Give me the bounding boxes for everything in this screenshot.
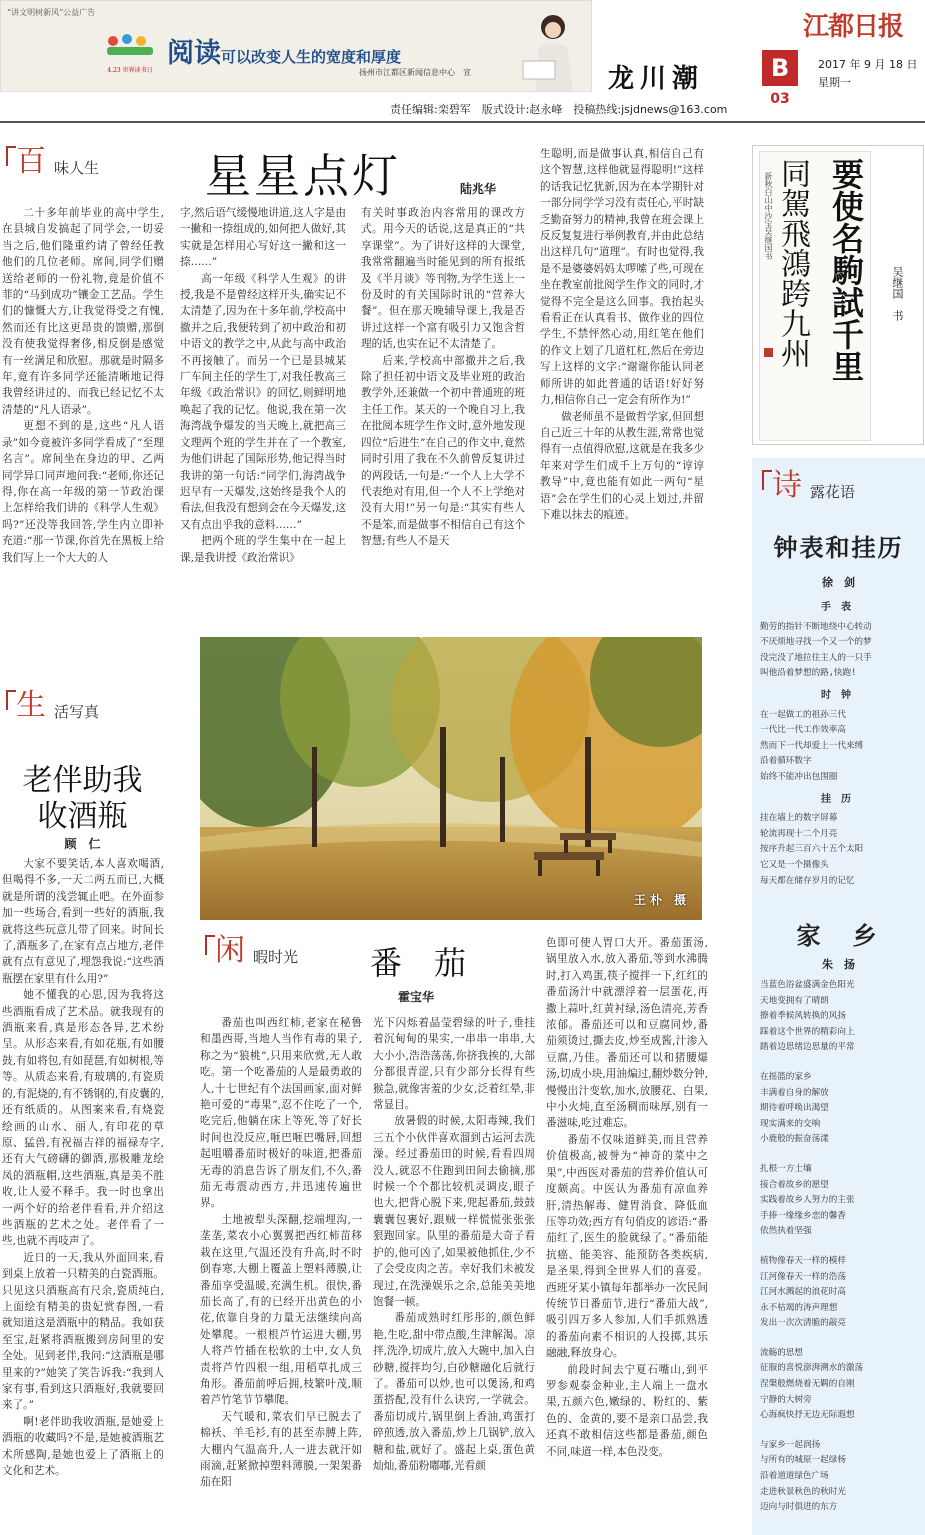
poem-line: 踩着这个世界的精彩向上 (760, 1026, 855, 1037)
paragraph: 近日的一天,我从外面回来,看到桌上放着一只精美的白瓷酒瓶。只见这只酒瓶高有尺余,瓷质纯白,上面绘有精美的贵妃赏春图,一看就知道这是酒瓶中的精品。我如获至宝,赶紧将酒瓶搬到房间里的安全处。见到老伴,我问:“这酒瓶是哪里来的?”她笑了笑告诉我:“我到人家有事,看到这只酒瓶好,我就要回来了。” (2, 1251, 164, 1412)
poem1-title: 钟表和挂历 (773, 533, 904, 562)
poem-line: 江河像春天一样的浩荡 (760, 1271, 846, 1282)
issue-weekday: 星期一 (818, 76, 851, 89)
banner-ad (0, 0, 592, 92)
paragraph: 大家不要笑话,本人喜欢喝酒,但喝得不多,一天二两五而已,大概就是所谓的浅尝辄止吧。在外面参加一些场合,看到一些好的酒瓶,我就将这些玩意儿带了回来。时间长了,酒瓶多了,在家有点占地方,老伴就有点有意见了,埋怨我说:“这些酒瓶摆在家里有什么用?” (2, 858, 164, 985)
tag-label: 露花语 (810, 483, 856, 501)
poem-line: 沿着道道绿色广场 (760, 1471, 829, 1482)
article3-col2 (373, 1015, 535, 1533)
poem2-title: 家 乡 (796, 921, 881, 950)
poem1-body (760, 594, 922, 889)
page-letter-badge (762, 50, 798, 116)
header-rule (0, 121, 925, 123)
calligraphy-box (752, 145, 924, 445)
poem-line: 扎根一方土壤 (760, 1163, 812, 1174)
poem-line: 依然执着坚强 (760, 1226, 812, 1237)
column-tag-shenghuoxiezhen (6, 690, 99, 722)
poem-line: 沿着循环数字 (760, 756, 812, 767)
poem-line: 征服的喜悦澎湃溯水的激荡 (760, 1363, 864, 1374)
poem-line: 江河水溅起的浪花时高 (760, 1287, 846, 1298)
credits-line: 责任编辑:栾碧军 版式设计:赵永峰 投稿热线:jsjdnews@163.com (390, 103, 728, 116)
article1-col1 (2, 205, 164, 605)
poem-line: 它又是一个摄像头 (760, 859, 829, 870)
poem-line: 按序升起三百六十五个太阳 (760, 844, 864, 855)
tag-big-char: 诗 (772, 468, 802, 503)
paragraph: 色即可使人胃口大开。番茄蛋汤,锅里放入水,放入番茄,等到水沸腾时,打入鸡蛋,筷子搅拌一下,红红的番茄汤汁中就漂浮着一层蛋花,再撒上蒜叶,红黄衬绿,汤色清亮,芳香浓郁。番茄还可以和豆腐同炒,番茄须烫过,撕去皮,炒至成酱,汁渗入豆腐,乃佳。番茄还可以和猪腰爆汤,切成小块,用油煸过,翻炒数分钟,慢慢出汁变软,加水,放腰花、白果,中小火炖,直至汤稠而味厚,别有一番滋味,吃过难忘。 (546, 937, 708, 1130)
poem-line: 然而下一代却爱上一代来缚 (760, 740, 864, 751)
issue-date: 2017 年 9 月 18 日 (818, 58, 918, 71)
poem-line: 丰满着自身的解放 (760, 1087, 829, 1098)
park-photo (200, 637, 702, 920)
calligraphy-credit: 吴继国 书 (891, 266, 904, 321)
paragraph: 番茄也叫西红柿,老家在秘鲁和墨西哥,当地人当作有毒的果子,称之为“狼桃”,只用来欣赏,无人敢吃。第一个吃番茄的人是最勇敢的人,十七世纪有个法国画家,面对鲜艳可爱的“毒果”,忍不住吃了一个,吃完后,他躺在床上等死,等了好长时间也没反应,咂巴咂巴嘴唇,回想起咀嚼番茄时极好的味道,把番茄无毒的消息告诉了朋友们,不久,番茄无毒震动西方,并迅速传遍世界。 (200, 1017, 362, 1210)
poem-line: 接合着故乡的愿望 (760, 1179, 829, 1190)
article3-col1 (200, 1015, 362, 1533)
poem-line: 期待着呼唤出渴望 (760, 1103, 829, 1114)
calligraphy-line-right: 要使名駒試千里 (827, 158, 865, 382)
paragraph: 放暑假的时候,太阳毒辣,我们三五个小伙伴喜欢溜到古运河去洗澡。经过番茄田的时候,看看四周没人,就忍不住跑到田间去偷摘,那时候一个个都比较机灵调皮,眼子也大,把背心脱下来,兜起番茄,鼓鼓囊囊包裹好,跟贼一样慌慌张张张狠跑回家。队里的番茄是大奇子看护的,他可凶了,如果被他抓住,少不了会受皮肉之苦。幸好我们未被发现过,在洗澡娱乐之余,总能美美地饱餐一顿。 (373, 1115, 535, 1308)
poem-line: 发出一次次清脆的敲亮 (760, 1318, 846, 1329)
poem-line: 挂在墙上的数字屏幕 (760, 813, 838, 824)
poem-line: 迈向与时俱进的东方 (760, 1502, 838, 1513)
poem-line: 踏着边思绪边思量的平常 (760, 1042, 855, 1053)
calligraphy-inscription: 新秋白山中沙宝吴继国书 (764, 172, 773, 260)
poem-line: 涅槃般燃烧着无羁的自刚 (760, 1379, 855, 1390)
poem-line: 与所有的城原一起绿杨 (760, 1455, 846, 1466)
tag-big-char: 百 (16, 144, 46, 179)
ad-slogan-big: 阅读 (167, 38, 221, 69)
article2-body (2, 856, 164, 1531)
tag-label: 活写真 (54, 703, 100, 721)
page-number: 03 (770, 91, 790, 107)
paragraph: 番茄成熟时红彤彤的,颜色鲜艳,生吃,甜中带点酸,生津解渴。凉拌,洗净,切成片,放入大碗中,加入白砂糖,搅拌均匀,白砂糖融化后就行了。番茄可以炒,也可以煲汤,和鸡蛋搭配,没有什么诀窍,一学就会。番茄切成片,锅里倒上香油,鸡蛋打碎煎透,放入番茄,炒上几锅铲,放入糖和盐,就好了。盛起上桌,蛋色黄灿灿,番茄粉嘟嘟,光看颜 (373, 1312, 535, 1472)
poem-line: 现实满来的交响 (760, 1118, 821, 1129)
article3-author: 霍宝华 (398, 990, 435, 1004)
poem-line: 在摇篮的家乡 (760, 1071, 812, 1082)
paragraph: 土地被犁头深翻,挖端埋沟,一垄垄,菜农小心翼翼把西红柿苗移栽在这里,气温还没有升高,时不时倒春寒,大棚上覆盖上塑料薄膜,让番茄享受温暖,充满生机。很快,番茄长高了,有的已经开出黄色的小花,依靠自身的力量无法继续向高处攀爬。一根根芦竹运进大棚,男人将芦竹插在松软的土中,女人负责将芦竹四根一组,用稻草扎成三角形。番茄前呼后拥,枝繁叶茂,顺着芦竹笔节节攀爬。 (200, 1213, 362, 1407)
poem-line: 天地变拥有了晴朗 (760, 995, 829, 1006)
ad-small-label: “讲文明树新风”公益广告 (7, 8, 96, 17)
poem-line: 轮流再现十二个月亮 (760, 828, 838, 839)
poem-line: 心海疯快抒无边无际遐想 (760, 1410, 855, 1421)
poem2-author: 朱 扬 (822, 958, 855, 971)
ad-slogan-rest: 可以改变人生的宽度和厚度 (221, 48, 402, 66)
paragraph: 高一年级《科学人生观》的讲授,我是不是曾经这样开头,确实记不太清楚了,因为在十多年前,学校高中撤并之后,我便转到了初中政治和初中语文的教学之中,从此与高中政治不再接触了。而另一个已是县城某厂车间主任的学生丁,对我任教高三年级《政治常识》的回忆,则鲜明地唤起了我的记忆。他说,我在第一次海湾战争爆发的当天晚上,就把高三文理两个班的学生并在了一个教室,为他们讲起了国际形势,他记得当时我讲的第一句话:“同学们,海湾战争迟早有一天爆发,这始终是我个人的看法,但我没有想到会在今天爆发,这又有点出乎我的意料……” (180, 272, 346, 531)
ad-reader-image (509, 5, 589, 92)
poem-line: 小鹿般的振奋荡漾 (760, 1134, 829, 1145)
poem-line: 撩着季候风转换的风扬 (760, 1011, 846, 1022)
article1-col2 (180, 205, 346, 605)
poetry-sidebar (752, 458, 925, 1535)
article3-col3 (546, 935, 708, 1533)
poem-line: 与家乡一起润扬 (760, 1439, 821, 1450)
paragraph: 后来,学校高中部撤并之后,我除了担任初中语文及毕业班的政治教学外,还兼做一个初中普通班的班主任工作。某天的一个晚自习上,我在批阅本班学生作文时,意外地发现四位“后进生”在自己的作文中,竟然同时引用了我在不久前曾反复讲过的两段话,一句是:“一个人上大学不代表绝对有用,但一个人不上学绝对没有大用!”另一句是:“其实有些人不是笨,而是做事不相信自己有这个智慧;有些人不是天 (361, 354, 525, 548)
poem-line: 当蓝色浴盆盛满金色阳光 (760, 980, 855, 990)
article2-author: 顾 仁 (64, 837, 101, 851)
paragraph: 光下闪烁着晶莹碧绿的叶子,垂挂着沉甸甸的果实,一串串一串串,大大小小,浩浩荡荡,你挤我挨的,大部分都很青涩,只有少部分长得有些猴急,就像害羞的少女,泛着红晕,非常显目。 (373, 1017, 535, 1112)
poem-line: 流觞的思想 (760, 1347, 803, 1358)
calligraphy-line-left: 同駕飛鴻跨九州 (775, 158, 810, 368)
poem-line: 没完没了地拉住主人的一只手 (760, 652, 872, 663)
ad-logo-caption: 4.23 世界读书日 (107, 67, 153, 74)
poem-line: 植物像春天一样的模样 (760, 1255, 846, 1266)
article2-title-line1: 老伴助我 (22, 763, 143, 798)
poem-line: 每天都在储存岁月的记忆 (760, 875, 855, 886)
poem-line: 不厌烦地寻找一个又一个的梦 (760, 637, 872, 648)
article1-title: 星星点灯 (205, 149, 401, 203)
column-tag-baiweirensheng (6, 146, 99, 178)
poem1-sub3: 挂历 (821, 793, 861, 805)
paragraph: 有关时事政治内容常用的课改方式。用今天的话说,这是真正的“共享课堂”。为了讲好这样的大课堂,我常常翻遍当时能见到的所有报纸及《半月谈》等刊物,为学生送上一份及时的有关国际时讯的“营养大餐”。但在那天晚辅导课上,我是否讲过这样一个富有吸引力又饱含哲理的话,也实在记不太清楚了。 (361, 207, 525, 351)
poem1-sub2: 时钟 (821, 689, 861, 701)
ad-logo (99, 31, 161, 74)
tag-label: 味人生 (54, 159, 100, 177)
article1-col3 (361, 205, 525, 605)
column-tag-xianxiashiguang (205, 935, 298, 967)
poem2-body (760, 978, 922, 1530)
paper-name: 江都日报 (803, 12, 904, 42)
article1-col4 (540, 146, 704, 605)
poem-line: 永不枯竭的涛声理想 (760, 1302, 838, 1313)
poem-line: 在一起做工的祖孙三代 (760, 709, 846, 720)
poem1-sub1: 手表 (821, 602, 861, 613)
tag-big-char: 闲 (215, 933, 245, 968)
column-tag-luhuayu (762, 470, 855, 502)
poem-line: 手捧一缘缘乡恋的馨香 (760, 1210, 846, 1221)
paragraph: 前段时间去宁夏石嘴山,到平罗参观泰金种业,主人端上一盘水果,五颜六色,嫩绿的、粉红的、紫色的、金黄的,要不是亲口品尝,我还真不敢相信这些都是番茄,颜色不同,味道一样,本色没变。 (546, 1363, 708, 1458)
paragraph: 天气暖和,菜农们早已脱去了棉袄、羊毛衫,有的甚至赤膊上阵,大棚内气温高升,人一进去就汗如雨滴,赶紧掀掉塑料薄膜,一架架番茄在阳 (200, 1410, 362, 1489)
tag-big-char: 生 (16, 688, 46, 723)
poem-line: 走进秋景秋色的秋时光 (760, 1486, 846, 1497)
seal-stamp (764, 348, 773, 357)
paragraph: 她不懂我的心思,因为我将这些酒瓶看成了艺术品。就我现有的酒瓶来看,真是形态各异,艺术纷呈。从形态来看,有如花瓶,有如腰鼓,有如将包,有如琵琶,有如树根,等等。从质态来看,有玻璃的,有瓷质的,有泥烧的,有不锈钢的,有皮囊的,还有纸质的。从图案来看,有烧瓷绘画的山水、丽人,有印花的草原、猛兽,有祝福吉祥的福禄寿字,还有大气磅礴的御酒,那极雕龙绘凤的酒瓶帽,这些酒瓶,真是美不胜收,让人爱不释手。我一时也拿出一两个好的给老伴看看,并介绍这些酒瓶的艺术之处。老伴看了一些,也就不再吱声了。 (2, 989, 164, 1248)
ad-sponsor: 扬州市江都区新闻信息中心 宣 (359, 68, 471, 77)
poem-line: 始终不能冲出包围圈 (760, 771, 838, 782)
page-letter: B (762, 50, 798, 86)
paragraph: 做老师虽不是做哲学家,但回想自己近三十年的从教生涯,常常也觉得有一点值得欣慰,这就是在我多少年来对学生们成千上万句的“谆谆教导”中,竟也能有如此一两句“星语”会在学生们的心灵上划过,并留下难以抹去的痕迹。 (540, 410, 704, 521)
poem-line: 实践着故乡人努力的主张 (760, 1195, 855, 1206)
tag-label: 暇时光 (253, 948, 299, 966)
section-title: 龙川潮 (608, 64, 705, 94)
article2-title-line2: 收酒瓶 (37, 799, 128, 834)
paragraph: 啊!老伴助我收酒瓶,是她爱上酒瓶的收藏吗?不是,是她被酒瓶艺术所感陶,是她也爱上了酒瓶上的文化和艺术。 (2, 1415, 164, 1478)
poem-line: 勤劳的指针不断地绕中心转动 (760, 621, 872, 632)
article3-title: 番 茄 (370, 944, 467, 982)
poem-line: 叫他沿着梦想的路,快跑! (760, 668, 857, 679)
calligraphy-scroll (759, 151, 871, 441)
paragraph: 更想不到的是,这些“凡人语录”如今竟被许多同学看成了“至理名言”。席间坐在身边的甲、乙两同学异口同声地问我:“老师,你还记得,你在高一年级的第一节政治课上怎样给我们讲的《科学人生观》吗?”还没等我回答,学生内立即补充道:“那一节课,你首先在黑板上给我们写上一个大大的人 (2, 420, 164, 564)
poem-line: 一代比一代工作效率高 (760, 725, 846, 736)
poem-line: 宁静的大树旁 (760, 1394, 812, 1405)
poem1-author: 徐 剑 (822, 576, 855, 589)
paragraph: 二十多年前毕业的高中学生,在县城自发搞起了同学会,一切妥当之后,他们隆重约请了曾经任教他们的几位老师。席间,同学们赠送给老师的一份礼物,竟是价值不菲的“马到成功”镶金工艺品。学生们的慷慨大方,让我觉得受之有愧,然而还有比这更昂贵的馈赠,那倒没有使我觉得奢侈,相反倒是感觉有一丝满足和欣慰。那就是时隔多年,竟有许多同学还能清晰地记得我曾经讲过的、而我已经记忆不太清楚的“凡人语录”。 (2, 207, 164, 416)
paragraph: 番茄不仅味道鲜美,而且营养价值极高,被誉为“神奇的菜中之果”,中西医对番茄的营养价值认可度颇高。中医认为番茄有凉血养肝,清热解毒、健胃消食、降低血压等功效;西方有句俏皮的谚语:“番茄红了,医生的脸就绿了。”番茄能抗癌、能美容、能预防各类疾病,是圣果,得到全世界人们的喜爱。西班牙某小镇每年都举办一次民间传统节日番茄节,进行“番茄大战”,吸引四万多人参加,人们手抓熟透的番茄向素不相识的人投掷,其乐融融,释放身心。 (546, 1133, 708, 1360)
paragraph: 把两个班的学生集中在一起上课,是我讲授《政治常识》 (180, 535, 346, 564)
paragraph: 生聪明,而是做事认真,相信自己有这个智慧,这样他就显得聪明!”这样的话我记忆犹新,因为在本学期针对一部分同学学习没有责任心,平时缺乏勤奋努力的精神,我曾在班会课上反反复复进行举例教育,并由此总结出这样几句“道理”。有时也觉得,我是不是婆婆妈妈太啰嗦了些,可现在坐在教室前批阅学生作文的同时,才觉得不完全是这么回事。我抬起头看看正在认真看书、做作业的四位学生,不禁怦然心动,用红笔在他们的作文上划了几道杠杠,然后在旁边写上这样的文字:“谢谢你能认同老师所讲的如此普通的话语!好好努力,相信你自己一定会有所作为!” (540, 148, 704, 407)
photo-credit: 王 朴 摄 (633, 893, 686, 907)
paragraph: 字,然后语气缓慢地讲道,这人字是由一撇和一捺组成的,如何把人做好,其实就是怎样用心写好这一撇和这一捺……” (180, 207, 346, 269)
article1-author: 陆兆华 (460, 182, 497, 196)
